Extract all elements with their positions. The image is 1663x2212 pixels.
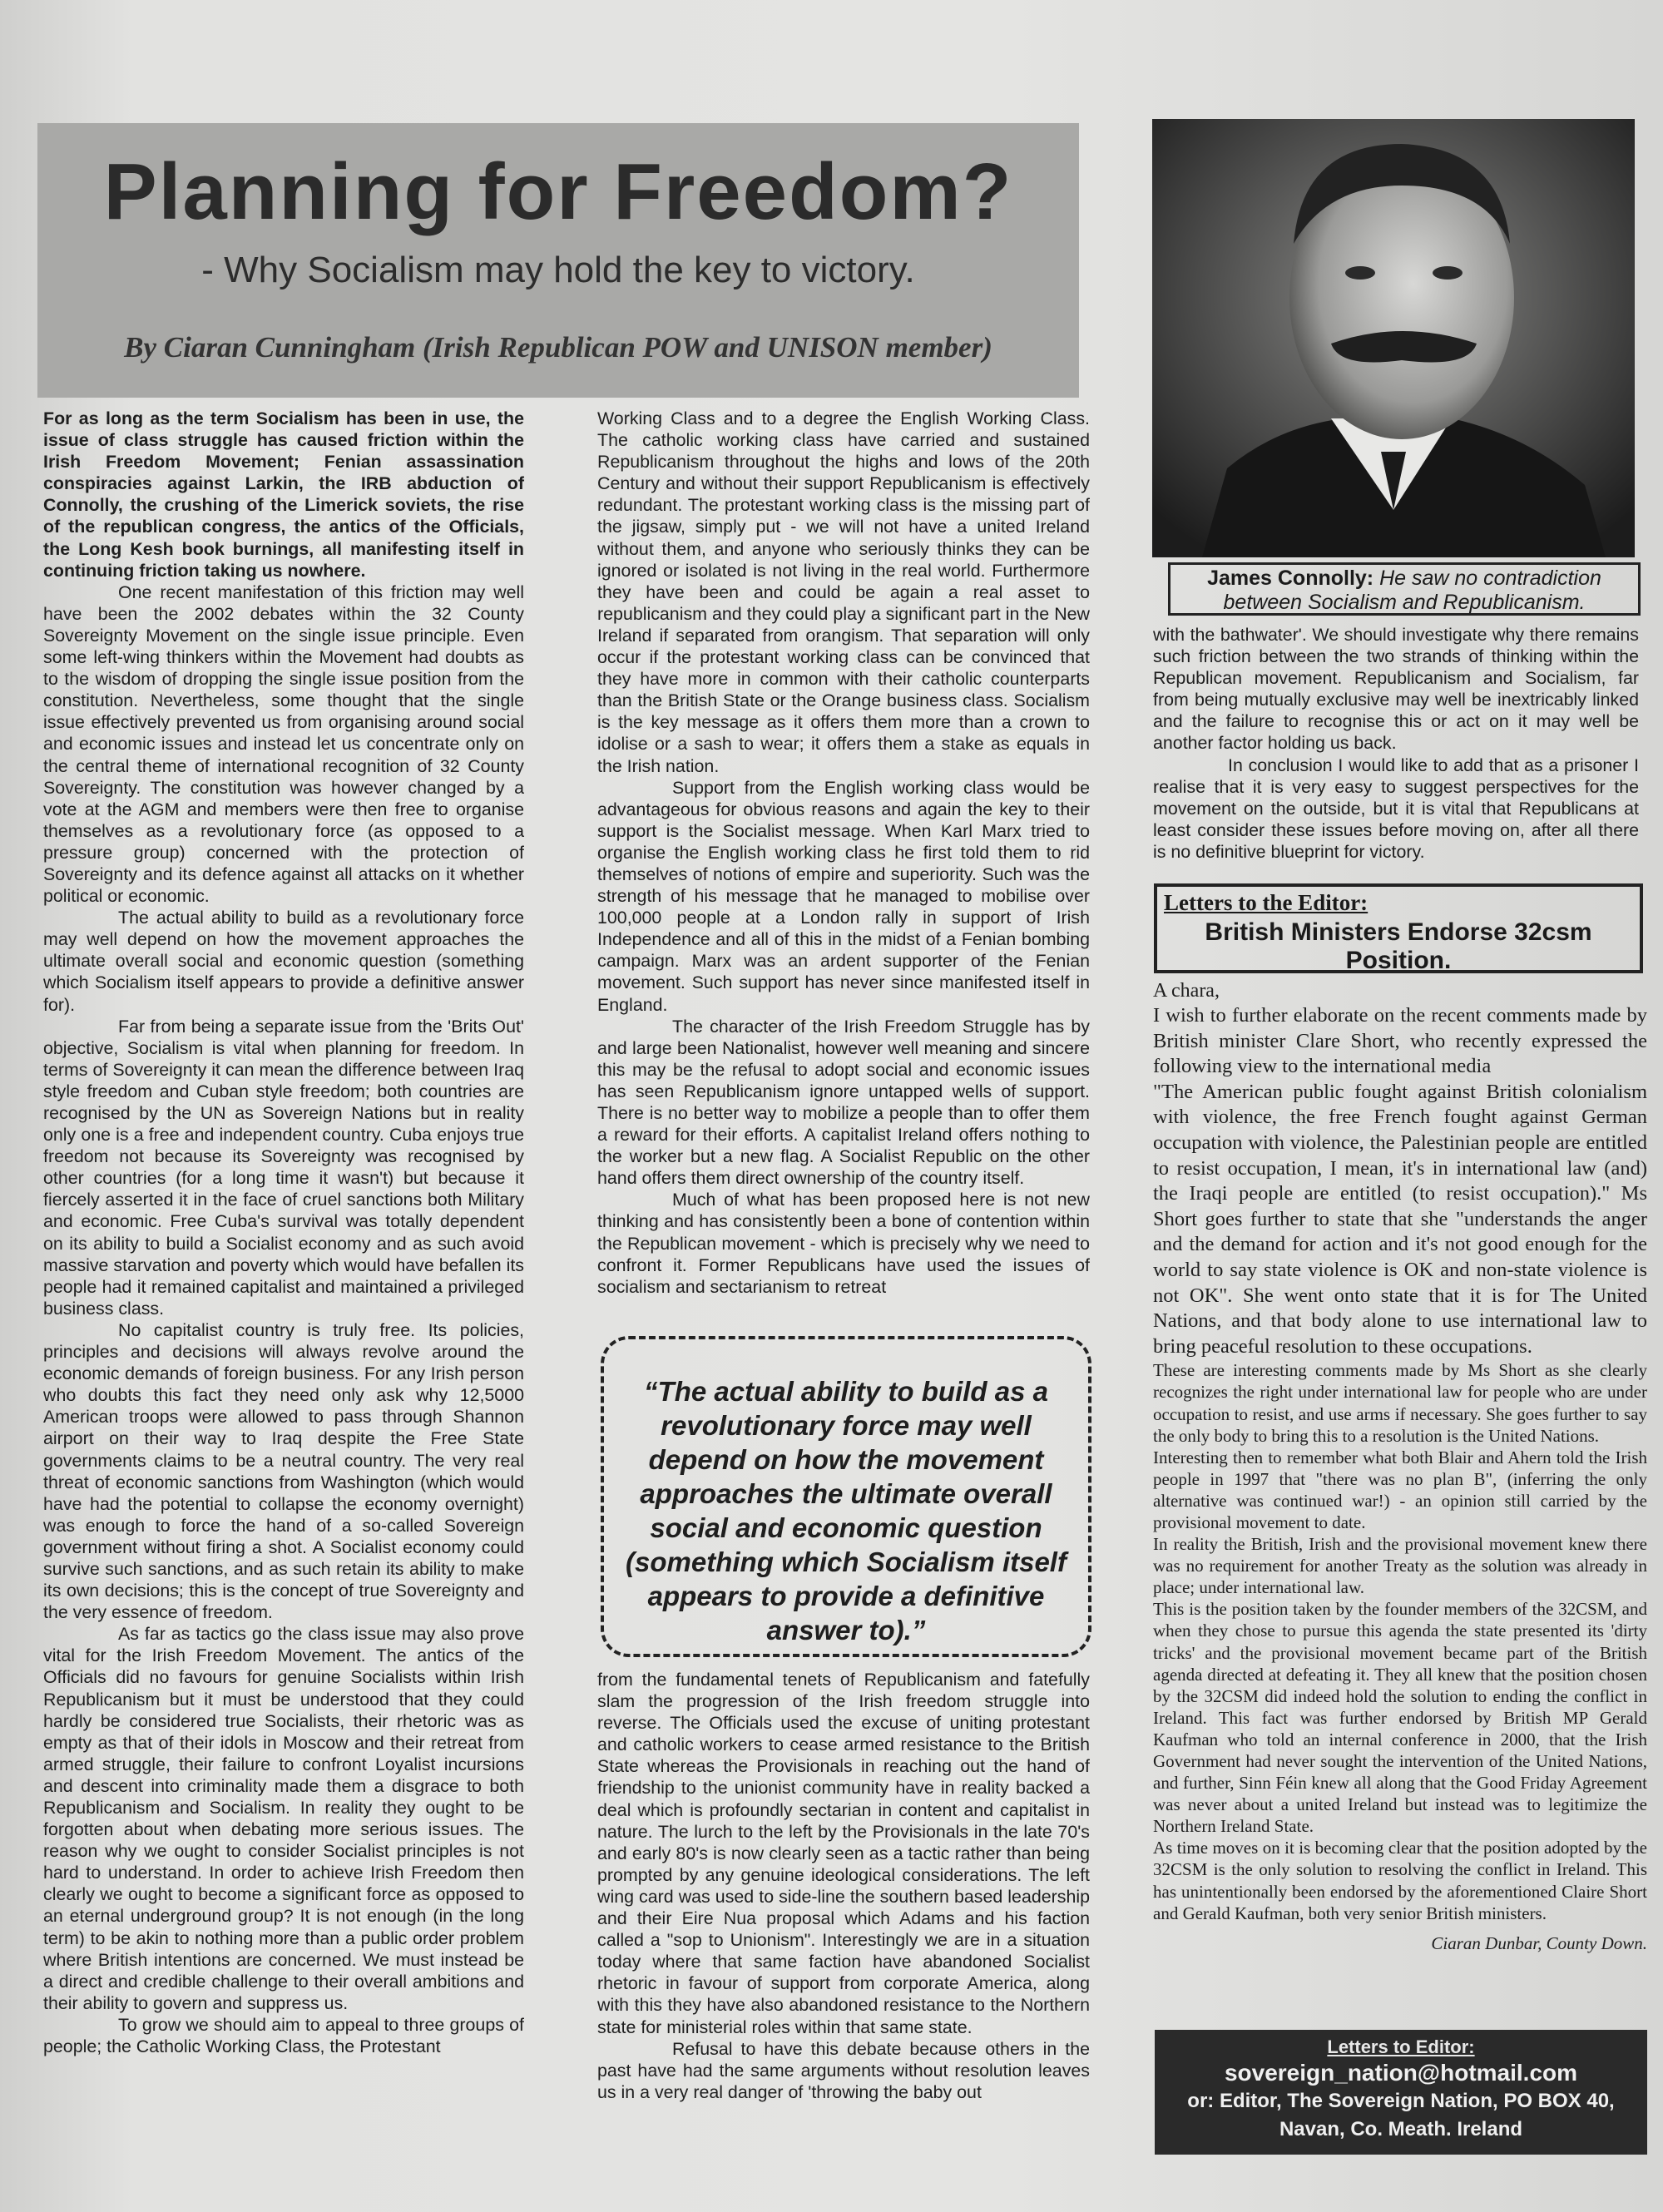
letter-paragraph: As time moves on it is becoming clear that the position adopted by the 32CSM is the only solution to resolving the conflict in Ireland. This has unintentionally been endorsed by the aforementioned Claire Short and Gerald Kaufman, both very senior British ministers. [1153, 1838, 1647, 1923]
article-paragraph: Working Class and to a degree the English Working Class. The catholic working class have carried and sustained Republicanism throughout the highs and lows of the 20th Century and without their support Republicanism is effectively redundant. The protestant working class is the missing part of the jigsaw, simply put - we will not have a united Ireland without them, and anyone who seriously thinks they can be ignored or isolated is not living in the real world. Furthermore they have been and could be again a real asset to republicanism and they could play a significant part in the New Ireland if separated from orangism. That separation will only occur if the protestant working class can be convinced that they have more in common with their catholic counterparts than the British State or the Orange business class. Socialism is the key message as it offers them more than a crown to idolise or a sash to wear; it offers them a stake as equals in the Irish nation. [597, 408, 1090, 776]
letter-paragraph: Interesting then to remember what both Blair and Ahern told the Irish people in 1997 that "there was no plan B", (inferring the only alternative was continued war!) - an opinion still carried by the provisional movement to date. [1153, 1447, 1647, 1532]
article-paragraph: Far from being a separate issue from the 'Brits Out' objective, Socialism is vital when planning for freedom. In terms of Sovereignty it can mean the difference between Iraq style freedom and Cuban style freedom; both countries are recognised by the UN as Sovereign Nations but in reality only one is a free and independent country. Cuba enjoys true freedom not because its Sovereignty was recognised by other countries (for a long time it wasn't) but because it fiercely asserted it in the face of cruel sanctions both Military and economic. Free Cuba's survival was totally dependent on its ability to build a Socialist economy and as such avoid massive starvation and poverty which would have befallen its people had it remained capitalist and maintained a privileged business class. [43, 1016, 524, 1319]
article-column-1 [43, 408, 524, 2057]
letter-body [1153, 978, 1647, 1954]
caption-name: James Connolly: [1207, 567, 1374, 590]
letter-paragraph: In reality the British, Irish and the provisional movement knew there was no requirement for another Treaty as the solution was already in place; under international law. [1153, 1534, 1647, 1598]
contact-email[interactable]: sovereign_nation@hotmail.com [1224, 2060, 1578, 2086]
article-paragraph: The character of the Irish Freedom Struggle has by and large been Nationalist, however well meaning and sincere this may be the refusal to adopt social and economic issues has seen Republicanism ignore untapped wells of support. There is no better way to mobilize a people than to offer them a reward for their efforts. A capitalist Ireland offers nothing to the worker but a new flag. A Socialist Republic on the other hand offers them direct ownership of the country itself. [597, 1016, 1090, 1189]
article-column-3 [1153, 624, 1639, 863]
pull-quote: “The actual ability to build as a revolutionary force may well depend on how the movement approaches the ultimate overall social and economic question (something which Socialism itself appears to provide a definitive answer to).” [601, 1336, 1091, 1657]
letter-salutation: A chara, [1153, 980, 1220, 1002]
letter-paragraph: This is the position taken by the founder members of the 32CSM, and when they chose to pursue this agenda the state presented its 'dirty tricks' and the provisional movement became part of the British agenda directed at defeating it. They all knew that the position chosen by the 32CSM did indeed hold the solution to ending the conflict in Ireland. This fact was further endorsed by British MP Gerald Kaufman who told an internal conference in 2000, that the Irish Government had never sought the intervention of the United Nations, and further, Sinn Féin knew all along that the Good Friday Agreement was never about a united Ireland but instead was to legitimize the Northern Ireland State. [1153, 1599, 1647, 1837]
photo-caption [1168, 562, 1641, 616]
page-title: Planning for Freedom? [103, 147, 1013, 236]
article-lead: For as long as the term Socialism has been in use, the issue of class struggle has caused friction within the Irish Freedom Movement; Fenian assassination conspiracies against Larkin, the IRB abduction of Connolly, the crushing of the Limerick soviets, the rise of the republican congress, the antics of the Officials, the Long Kesh book burnings, all manifesting itself in continuing friction taking us nowhere. [43, 408, 524, 581]
article-paragraph: from the fundamental tenets of Republicanism and fatefully slam the progression of the Irish freedom struggle into reverse. The Officials used the excuse of uniting protestant and catholic workers to cease armed resistance to the British State whereas the Provisionals in reaching out the hand of friendship to the unionist community have in reality backed a deal which is profoundly sectarian in content and capitalist in nature. The lurch to the left by the Provisionals in the late 70's and early 80's is now clearly seen as a tactic rather than being prompted by any genuine ideological considerations. The left wing card was used to side-line the southern based leadership and their Eire Nua proposal which Adams and his faction called a "sop to Unionism". Interestingly we are in a situation today where that same faction have abandoned Socialist rhetoric in favour of support from corporate America, along with this they have also abandoned resistance to the Northern state for ministerial roles within that same state. [597, 1670, 1090, 2037]
contact-address-line-2: Navan, Co. Meath. Ireland [1279, 2118, 1523, 2140]
article-paragraph: No capitalist country is truly free. Its policies, principles and decisions will always revolve around the economic demands of foreign business. For any Irish person who doubts this fact they need only ask why 12,5000 American troops were allowed to pass through Shannon airport on their way to Iraq despite the Free State governments claims to be a neutral country. The very real threat of economic sanctions from Washington (which would have had the potential to collapse the economy overnight) was enough to force the hand of a so-called Sovereign government without firing a shot. A Socialist economy could survive such sanctions, and as such retain its ability to make its own decisions; this is the concept of true Sovereignty and the very essence of freedom. [43, 1319, 524, 1623]
article-paragraph: As far as tactics go the class issue may also prove vital for the Irish Freedom Movement. The antics of the Officials did no favours for genuine Socialists within Irish Republicanism but it must be understood that they could hardly be considered true Socialists, their rhetoric was as empty as that of their idols in Moscow and their retreat from armed struggle, their failure to confront Loyalist incursions and descent into criminality made them a disgrace to both Republicanism and Socialism. In reality they ought to be forgotten about when debating more serious issues. The reason why we ought to consider Socialist principles is not hard to understand. In order to achieve Irish Freedom then clearly we ought to become a significant force as opposed to an eternal underground group? It is not enough (in the long term) to be akin to nothing more than a public order problem where British intentions are concerned. We must instead be a direct and credible challenge to their overall ambitions and their ability to govern and suppress us. [43, 1624, 524, 2013]
contact-label: Letters to Editor: [1327, 2036, 1475, 2057]
portrait-image [1152, 119, 1635, 557]
article-paragraph: To grow we should aim to appeal to three groups of people; the Catholic Working Class, the Protestant [43, 2014, 524, 2057]
article-paragraph: One recent manifestation of this friction may well have been the 2002 debates within the 32 County Sovereignty Movement on the single issue principle. Even some left-wing thinkers within the Movement had doubts as to the wisdom of dropping the single issue position from the constitution. Nevertheless, some thought that the single issue effectively prevented us from organising around social and economic issues and instead let us concentrate only on the central theme of international recognition of 32 County Sovereignty. The constitution was however changed by a vote at the AGM and members were then free to organise themselves as a revolutionary force (as opposed to a pressure group) concerned with the protection of Sovereignty and its defence against all attacks on it whether political or economic. [43, 581, 524, 907]
contact-address-line-1: or: Editor, The Sovereign Nation, PO BOX 40, [1187, 2090, 1615, 2112]
article-paragraph: Support from the English working class would be advantageous for obvious reasons and again the key to their support is the Socialist message. When Karl Marx tried to organise the English working class he first told them to rid themselves of notions of empire and superiority. Such was the strength of his message that he managed to mobilise over 100,000 people at a London rally in support of Irish Independence and all of this in the midst of a Fenian bombing campaign. Marx was an ardent supporter of the Fenian movement. Such support has never since manifested itself in England. [597, 777, 1090, 1015]
letters-title: British Ministers Endorse 32csm Position. [1205, 918, 1592, 974]
caption-text: He saw no contradiction between Socialism and Republicanism. [1223, 567, 1601, 614]
letters-label: Letters to the Editor: [1164, 890, 1369, 915]
article-column-2 [597, 408, 1090, 1298]
article-column-2-continued [597, 1669, 1090, 2103]
article-paragraph: In conclusion I would like to add that as a prisoner I realise that it is very easy to suggest perspectives for the movement on the outside, but it is vital that Republicans at least consider these issues before moving on, after all there is no definitive blueprint for victory. [1153, 755, 1639, 862]
article-paragraph: Refusal to have this debate because others in the past have had the same arguments without resolution leaves us in a very real danger of 'throwing the baby out [597, 2038, 1090, 2102]
byline: By Ciaran Cunningham (Irish Republican POW and UNISON member) [124, 331, 992, 364]
letter-paragraph: I wish to further elaborate on the recent comments made by British minister Clare Short, who recently expressed the following view to the international media [1153, 1004, 1647, 1078]
article-paragraph: The actual ability to build as a revolutionary force may well depend on how the movement approaches the ultimate overall social and economic question (something which Socialism itself appears to provide a definitive answer for). [43, 908, 524, 1015]
headline-banner [37, 123, 1079, 398]
portrait-photo [1152, 119, 1635, 557]
page-subtitle: - Why Socialism may hold the key to victory. [201, 250, 915, 290]
article-paragraph: with the bathwater'. We should investigate why there remains such friction between the two strands of thinking within the Republican movement. Republicanism and Socialism, far from being mutually exclusive may well be inextricably linked and the failure to recognise this or act on it may well be another factor holding us back. [1153, 625, 1639, 754]
letter-paragraph: "The American public fought against British colonialism with violence, the free French fought against German occupation with violence, the Palestinian people are entitled to resist occupation, I mean, it's in international law (and) the Iraqi people are entitled (to resist occupation)." Ms Short goes further to state that she "understands the anger and the demand for action and it's not good enough for the world to say state violence is OK and non-state violence is not OK". She went onto state that it is for The United Nations, and that body alone to use international law to bring peaceful resolution to these occupations. [1153, 1080, 1647, 1358]
letter-signature: Ciaran Dunbar, County Down. [1431, 1932, 1647, 1953]
contact-box [1155, 2030, 1647, 2155]
letter-paragraph: These are interesting comments made by Ms Short as she clearly recognizes the right under international law for people who are under occupation to resist, and use arms if necessary. She goes further to say the only body to bring this to a resolution is the United Nations. [1153, 1360, 1647, 1446]
letters-header-box [1154, 883, 1643, 973]
article-paragraph: Much of what has been proposed here is not new thinking and has consistently been a bone of contention within the Republican movement - which is precisely why we need to confront it. Former Republicans have used the issues of socialism and sectarianism to retreat [597, 1190, 1090, 1297]
